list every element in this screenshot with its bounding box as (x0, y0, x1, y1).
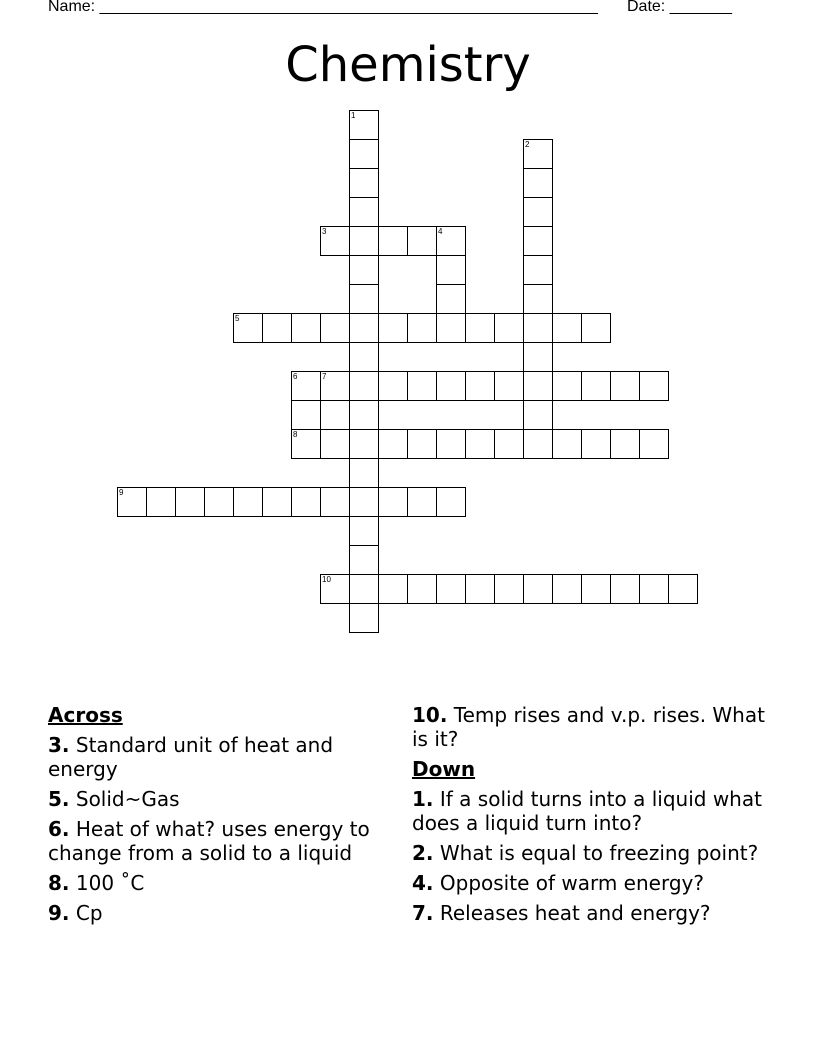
clue-number: 1 (351, 111, 356, 120)
grid-cell[interactable] (436, 429, 466, 459)
grid-cell[interactable] (349, 110, 379, 140)
grid-cell[interactable] (436, 313, 466, 343)
clues-right-column (412, 703, 772, 931)
clue-number: 6 (293, 372, 298, 381)
grid-cell[interactable] (349, 255, 379, 285)
grid-cell[interactable] (581, 574, 611, 604)
grid-cell[interactable] (378, 226, 408, 256)
grid-cell[interactable] (610, 371, 640, 401)
clue-across-9: 9. Cp (48, 901, 103, 925)
clue-down-7: 7. Releases heat and energy? (412, 901, 711, 925)
grid-cell[interactable] (639, 574, 669, 604)
grid-cell[interactable] (320, 313, 350, 343)
grid-cell[interactable] (349, 545, 379, 575)
grid-cell[interactable] (262, 313, 292, 343)
grid-cell[interactable] (117, 487, 147, 517)
grid-cell[interactable] (436, 284, 466, 314)
clue-down-4: 4. Opposite of warm energy? (412, 871, 704, 895)
grid-cell[interactable] (407, 574, 437, 604)
grid-cell[interactable] (262, 487, 292, 517)
clue-down-2: 2. What is equal to freezing point? (412, 841, 759, 865)
grid-cell[interactable] (349, 429, 379, 459)
grid-cell[interactable] (378, 429, 408, 459)
grid-cell[interactable] (523, 255, 553, 285)
grid-cell[interactable] (407, 226, 437, 256)
grid-cell[interactable] (233, 313, 263, 343)
grid-cell[interactable] (465, 371, 495, 401)
clue-number: 5 (235, 314, 240, 323)
grid-cell[interactable] (581, 313, 611, 343)
grid-cell[interactable] (320, 574, 350, 604)
grid-cell[interactable] (523, 400, 553, 430)
grid-cell[interactable] (349, 458, 379, 488)
grid-cell[interactable] (523, 574, 553, 604)
grid-cell[interactable] (320, 226, 350, 256)
grid-cell[interactable] (523, 197, 553, 227)
grid-cell[interactable] (465, 574, 495, 604)
grid-cell[interactable] (668, 574, 698, 604)
grid-cell[interactable] (407, 371, 437, 401)
name-field-label: Name: ________________________________________________________ (48, 0, 598, 15)
grid-cell[interactable] (523, 342, 553, 372)
grid-cell[interactable] (523, 139, 553, 169)
grid-cell[interactable] (349, 574, 379, 604)
grid-cell[interactable] (291, 487, 321, 517)
grid-cell[interactable] (523, 429, 553, 459)
grid-cell[interactable] (407, 313, 437, 343)
grid-cell[interactable] (378, 313, 408, 343)
grid-cell[interactable] (291, 313, 321, 343)
clue-number: 9 (119, 488, 124, 497)
grid-cell[interactable] (581, 371, 611, 401)
grid-cell[interactable] (320, 487, 350, 517)
down-heading: Down (412, 757, 476, 781)
grid-cell[interactable] (378, 487, 408, 517)
grid-cell[interactable] (349, 400, 379, 430)
grid-cell[interactable] (291, 371, 321, 401)
grid-cell[interactable] (552, 313, 582, 343)
grid-cell[interactable] (436, 255, 466, 285)
grid-cell[interactable] (349, 197, 379, 227)
grid-cell[interactable] (378, 574, 408, 604)
clue-number: 2 (525, 140, 530, 149)
clue-across-3: 3. Standard unit of heat and energy (48, 733, 334, 781)
grid-cell[interactable] (610, 574, 640, 604)
grid-cell[interactable] (552, 574, 582, 604)
grid-cell[interactable] (465, 313, 495, 343)
grid-cell[interactable] (610, 429, 640, 459)
grid-cell[interactable] (581, 429, 611, 459)
clue-across-10: 10. Temp rises and v.p. rises. What is it? (412, 703, 765, 751)
grid-cell[interactable] (407, 429, 437, 459)
grid-cell[interactable] (494, 371, 524, 401)
grid-cell[interactable] (349, 226, 379, 256)
grid-cell[interactable] (436, 487, 466, 517)
grid-cell[interactable] (320, 429, 350, 459)
page-title: Chemistry (285, 37, 531, 93)
grid-cell[interactable] (349, 603, 379, 633)
grid-cell[interactable] (523, 284, 553, 314)
grid-cell[interactable] (349, 516, 379, 546)
grid-cell[interactable] (407, 487, 437, 517)
grid-cell[interactable] (349, 168, 379, 198)
grid-cell[interactable] (494, 313, 524, 343)
grid-cell[interactable] (291, 429, 321, 459)
grid-cell[interactable] (552, 429, 582, 459)
grid-cell[interactable] (349, 371, 379, 401)
clue-number: 4 (438, 227, 443, 236)
grid-cell[interactable] (523, 371, 553, 401)
across-heading: Across (48, 703, 123, 727)
grid-cell[interactable] (523, 313, 553, 343)
grid-cell[interactable] (320, 371, 350, 401)
grid-cell[interactable] (146, 487, 176, 517)
clue-across-8: 8. 100 ˚C (48, 871, 145, 895)
grid-cell[interactable] (349, 487, 379, 517)
clue-number: 8 (293, 430, 298, 439)
clue-number: 3 (322, 227, 327, 236)
grid-cell[interactable] (639, 429, 669, 459)
grid-cell[interactable] (436, 226, 466, 256)
grid-cell[interactable] (291, 400, 321, 430)
clue-number: 7 (322, 372, 327, 381)
grid-cell[interactable] (349, 313, 379, 343)
grid-cell[interactable] (349, 284, 379, 314)
grid-cell[interactable] (436, 371, 466, 401)
grid-cell[interactable] (465, 429, 495, 459)
grid-cell[interactable] (639, 371, 669, 401)
grid-cell[interactable] (349, 342, 379, 372)
grid-cell[interactable] (494, 429, 524, 459)
grid-cell[interactable] (436, 574, 466, 604)
grid-cell[interactable] (494, 574, 524, 604)
grid-cell[interactable] (552, 371, 582, 401)
grid-cell[interactable] (204, 487, 234, 517)
clues-left-column (48, 703, 388, 931)
clue-down-1: 1. If a solid turns into a liquid what does a liquid turn into? (412, 787, 762, 835)
date-field-label: Date: _______ (627, 0, 732, 15)
grid-cell[interactable] (523, 226, 553, 256)
clue-across-5: 5. Solid~Gas (48, 787, 180, 811)
grid-cell[interactable] (378, 371, 408, 401)
clue-across-6: 6. Heat of what? uses energy to change from a solid to a liquid (48, 817, 370, 865)
clue-number: 10 (322, 575, 331, 584)
grid-cell[interactable] (233, 487, 263, 517)
grid-cell[interactable] (523, 168, 553, 198)
grid-cell[interactable] (349, 139, 379, 169)
grid-cell[interactable] (175, 487, 205, 517)
